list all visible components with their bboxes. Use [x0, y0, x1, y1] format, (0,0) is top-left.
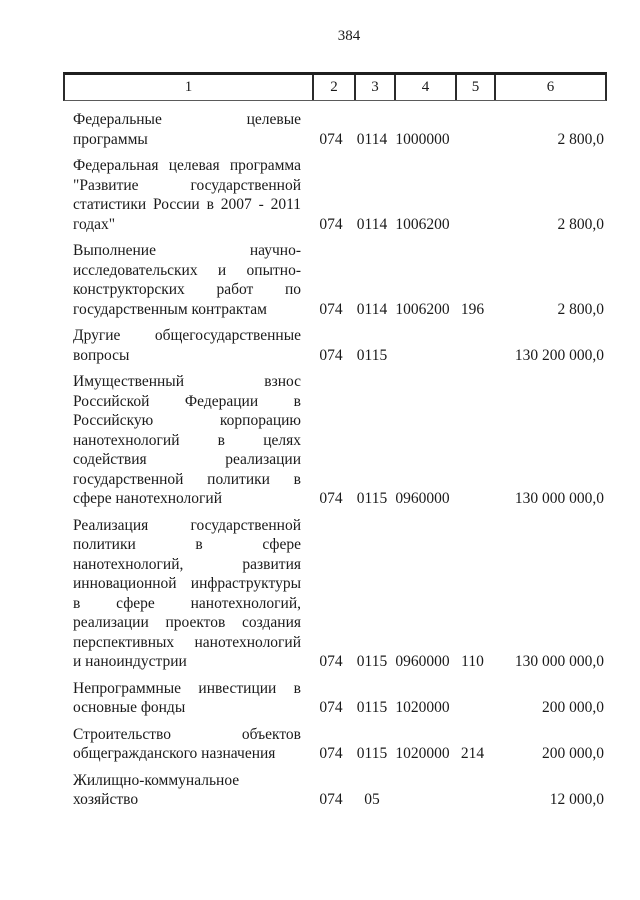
row-title-line: общегражданского назначения	[73, 745, 276, 762]
row-title	[63, 156, 310, 234]
chapter-code: 074	[319, 745, 343, 762]
chapter-code: 074	[319, 653, 343, 670]
section-code: 0115	[356, 346, 388, 364]
section-code: 05	[364, 791, 380, 808]
row-title	[63, 326, 310, 365]
row-title-line: государственным контрактам	[73, 300, 267, 318]
row-title-line: годах"	[73, 215, 116, 233]
table-row	[63, 241, 607, 319]
target-article-code: 1020000	[395, 745, 450, 762]
row-title-line: исследовательских и опытно-	[73, 261, 301, 279]
row-title-line: основные фонды	[73, 699, 186, 716]
row-title-line: инновационной инфраструктуры	[73, 575, 301, 592]
table-body	[63, 110, 607, 810]
row-title-line: Выполнение научно-	[73, 242, 301, 259]
amount: 200 000,0	[542, 745, 604, 762]
row-title-line: содействия реализации	[73, 451, 301, 468]
row-title-line: программы	[73, 130, 148, 148]
header-cell-5: 5	[455, 75, 494, 100]
header-cell-2: 2	[312, 75, 354, 100]
amount: 130 000 000,0	[514, 490, 604, 507]
target-article-code: 0960000	[395, 653, 450, 670]
expense-type-code: 196	[460, 300, 485, 318]
row-title-line: Реализация государственной	[73, 516, 301, 534]
row-title	[63, 516, 310, 672]
row-title-line: в сфере нанотехнологий,	[73, 594, 301, 612]
chapter-code: 074	[319, 130, 343, 148]
row-title-line: сфере нанотехнологий	[73, 490, 222, 507]
section-code: 0114	[356, 215, 388, 233]
row-title-line: перспективных нанотехнологий	[73, 633, 301, 651]
row-title	[63, 771, 310, 810]
chapter-code: 074	[319, 346, 343, 364]
row-title-line: Другие общегосударственные	[73, 327, 301, 344]
target-article-code: 1006200	[395, 300, 450, 318]
chapter-code: 074	[319, 699, 343, 716]
row-title-line: нанотехнологий в целях	[73, 431, 301, 449]
section-code: 0114	[356, 130, 388, 148]
section-code: 0115	[356, 745, 388, 762]
row-title	[63, 110, 310, 149]
row-title	[63, 241, 310, 319]
row-title-line: хозяйство	[73, 791, 139, 808]
row-title-line: реализации проектов создания	[73, 614, 301, 631]
table-row	[63, 516, 607, 672]
table-header-row	[63, 72, 607, 101]
expense-type-code: 110	[461, 653, 484, 670]
table-row	[63, 372, 607, 509]
row-title-line: Жилищно-коммунальное	[73, 771, 240, 789]
table-row	[63, 725, 607, 764]
row-title-line: конструкторских работ по	[73, 281, 301, 298]
row-title-line: Российской Федерации в	[73, 392, 301, 410]
row-title-line: "Развитие государственной	[73, 176, 301, 194]
row-title	[63, 372, 310, 509]
table-row	[63, 156, 607, 234]
target-article-code: 1006200	[395, 215, 450, 233]
row-title-line: статистики России в 2007 - 2011	[73, 196, 301, 213]
section-code: 0115	[356, 490, 388, 507]
row-title-line: Российскую корпорацию	[73, 412, 301, 429]
amount: 2 800,0	[557, 300, 604, 318]
row-title-line: и наноиндустрии	[73, 653, 187, 670]
expense-type-code: 214	[460, 745, 485, 762]
section-code: 0115	[356, 699, 388, 716]
row-title	[63, 679, 310, 718]
row-title-line: нанотехнологий, развития	[73, 555, 301, 573]
table-row	[63, 326, 607, 365]
target-article-code: 1000000	[395, 130, 450, 148]
budget-table	[63, 72, 607, 810]
section-code: 0114	[356, 300, 388, 318]
page-number: 384	[337, 28, 361, 44]
amount: 2 800,0	[557, 215, 604, 233]
table-row	[63, 771, 607, 810]
row-title-line: государственной политики в	[73, 470, 301, 488]
row-title-line: политики в сфере	[73, 536, 301, 553]
row-title-line: Непрограммные инвестиции в	[73, 679, 301, 697]
row-title	[63, 725, 310, 764]
section-code: 0115	[356, 653, 388, 670]
amount: 130 200 000,0	[514, 346, 604, 364]
target-article-code: 1020000	[395, 699, 450, 716]
row-title-line: вопросы	[73, 346, 130, 364]
header-cell-6: 6	[494, 75, 605, 100]
amount: 130 000 000,0	[514, 653, 604, 670]
table-row	[63, 679, 607, 718]
amount: 2 800,0	[557, 130, 604, 148]
row-title-line: Имущественный взнос	[73, 373, 301, 390]
chapter-code: 074	[319, 215, 343, 233]
row-title-line: Федеральная целевая программа	[73, 157, 301, 174]
row-title-line: Строительство объектов	[73, 725, 301, 743]
amount: 12 000,0	[549, 791, 604, 808]
chapter-code: 074	[319, 300, 343, 318]
amount: 200 000,0	[542, 699, 604, 716]
header-cell-3: 3	[354, 75, 394, 100]
chapter-code: 074	[319, 791, 343, 808]
header-cell-4: 4	[394, 75, 455, 100]
target-article-code: 0960000	[395, 490, 450, 507]
row-title-line: Федеральные целевые	[73, 111, 301, 128]
header-cell-1: 1	[184, 79, 193, 95]
table-row	[63, 110, 607, 149]
chapter-code: 074	[319, 490, 343, 507]
